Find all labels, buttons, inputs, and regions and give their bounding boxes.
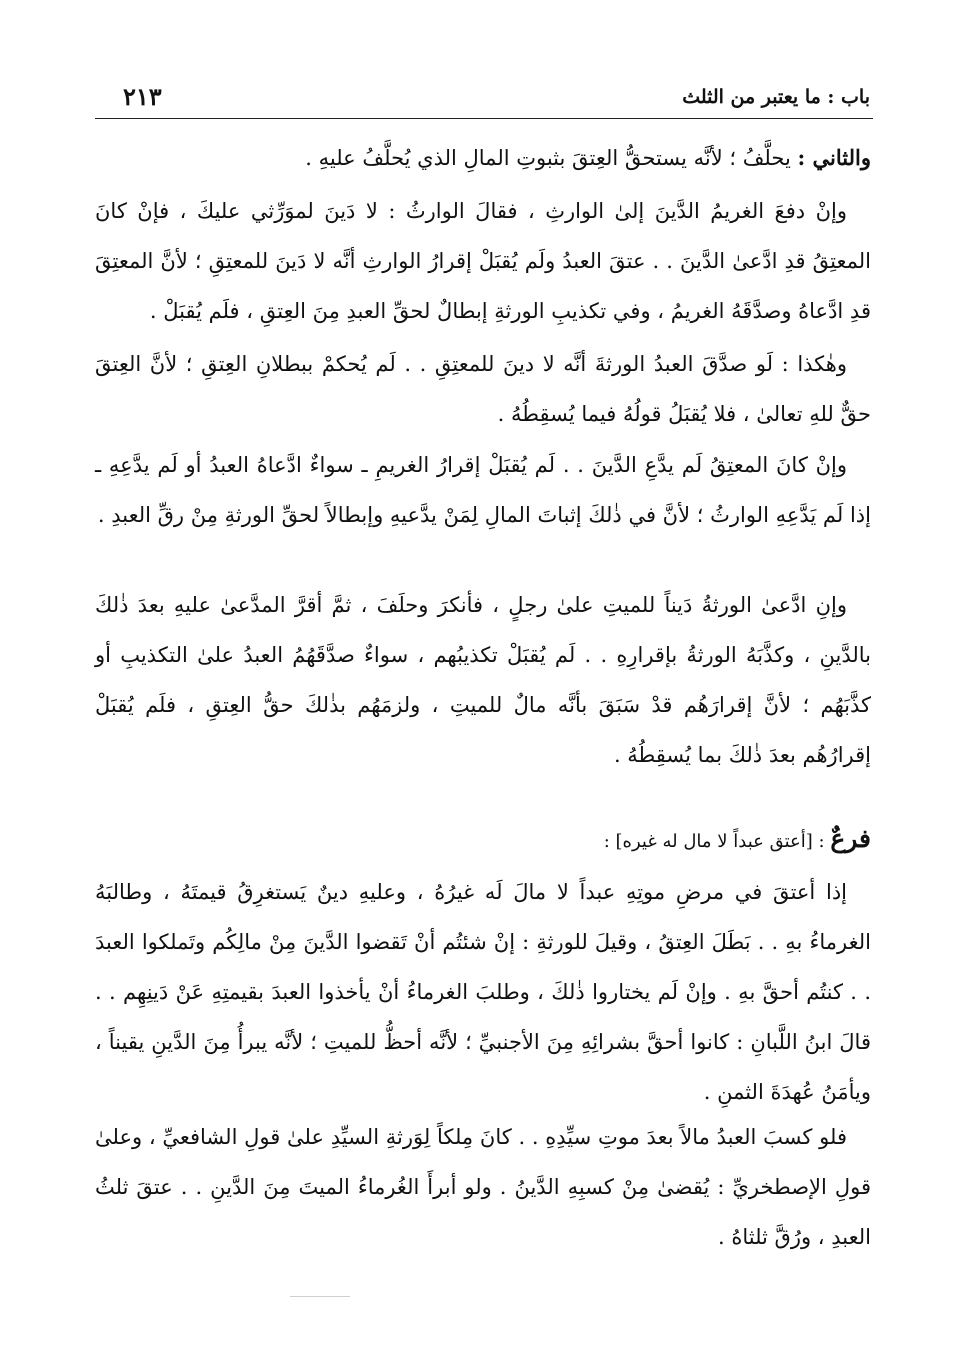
text-block-7 — [95, 1112, 871, 1262]
paragraph-3: وهٰكذا : لَو صدَّقَ العبدُ الورثةَ أنَّه لا دينَ للمعتِقِ . . لَم يُحكمْ ببطلانِ العِتقِ ؛ لأنَّ العِتقَ حقٌّ للهِ تعالىٰ ، فلا يُقبَلُ قولُهُ فيما يُسقِطُهُ . — [95, 352, 871, 426]
text-block-6 — [95, 867, 871, 1117]
paragraph-2: وإنْ دفعَ الغريمُ الدَّينَ إلىٰ الوارثِ ، فقالَ الوارثُ : لا دَينَ لموَرِّثي عليكَ ، فإنْ كانَ المعتِقُ قدِ ادَّعىٰ الدَّينَ . . عتقَ العبدُ ولَم يُقبَلْ إقرارُ الوارثِ أنَّه لا دَينَ للمعتِقِ ؛ لأنَّ المعتِقَ قدِ ادَّعاهُ وصدَّقَهُ الغريمُ ، وفي تكذيبِ الورثةِ إبطالٌ لحقِّ العبدِ مِنَ العِتقِ ، فلَم يُقبَلْ . — [95, 199, 871, 323]
page-header — [95, 82, 870, 116]
text-block-2 — [95, 186, 871, 336]
paragraph-6: إذا أعتقَ في مرضِ موتِهِ عبداً لا مالَ لَه غيرُهُ ، وعليهِ دينٌ يَستغرِقُ قيمتَهُ ، وطالبَهُ الغرماءُ بهِ . . بَطَلَ العِتقُ ، وقيلَ للورثةِ : إنْ شئتُم أنْ تَقضوا الدَّينَ مِنْ مالِكُم وتَملكوا العبدَ . . كنتُم أحقَّ بهِ . وإنْ لَم يختاروا ذٰلكَ ، وطلبَ الغرماءُ أنْ يأخذوا العبدَ بقيمتِهِ عَنْ دَينِهِم . . قالَ ابنُ اللَّبانِ : كانوا أحقَّ بشرائِهِ مِنَ الأجنبيِّ ؛ لأنَّه أحظُّ للميتِ ؛ لأنَّه يبرأُ مِنَ الدَّينِ يقيناً ، ويأمَنُ عُهدَةَ الثمنِ . — [95, 880, 871, 1104]
text-block-3 — [95, 339, 871, 439]
paragraph-7: فلو كسبَ العبدُ مالاً بعدَ موتِ سيِّدِهِ . . كانَ مِلكاً لِوَرثةِ السيِّدِ علىٰ قولِ الشافعيِّ ، وعلىٰ قولِ الإصطخريِّ : يُقضىٰ مِنْ كسبِهِ الدَّينُ . ولو أبرأَ الغُرماءُ الميتَ مِنَ الدَّينِ . . عتقَ ثلثُ العبدِ ، ورُقَّ ثلثاهُ . — [95, 1125, 871, 1249]
text-block-1 — [95, 133, 871, 183]
far-heading-line — [95, 814, 871, 867]
far-label: فرعٌ — [830, 824, 871, 853]
text-block-5 — [95, 580, 871, 780]
paragraph-5: وإنِ ادَّعىٰ الورثةُ دَيناً للميتِ علىٰ رجلٍ ، فأنكرَ وحلَفَ ، ثمَّ أقرَّ المدَّعىٰ عليهِ بعدَ ذٰلكَ بالدَّينِ ، وكذَّبَهُ الورثةُ بإقرارِهِ . . لَم يُقبَلْ تكذيبُهم ، سواءٌ صدَّقَهُمُ العبدُ علىٰ التكذيبِ أو كذَّبَهُم ؛ لأنَّ إقرارَهُم قدْ سَبَقَ بأنَّه مالٌ للميتِ ، ولزمَهُم بذٰلكَ حقُّ العِتقِ ، فلَم يُقبَلْ إقرارُهُم بعدَ ذٰلكَ بما يُسقِطُهُ . — [95, 593, 871, 767]
footer-mark — [290, 1296, 350, 1297]
far-heading — [95, 814, 871, 867]
page-number: ٢١٣ — [123, 82, 162, 111]
running-title: باب : ما يعتبر من الثلث — [682, 86, 870, 108]
far-title: : [أعتق عبداً لا مال له غيره] : — [603, 831, 831, 852]
header-rule — [95, 118, 873, 119]
paragraph-text: يحلَّفُ ؛ لأنَّه يستحقُّ العِتقَ بثبوتِ المالِ الذي يُحلَّفُ عليهِ . — [305, 146, 798, 170]
paragraph-1 — [95, 133, 871, 183]
text-block-4 — [95, 440, 871, 540]
paragraph-lead: والثاني : — [797, 145, 871, 170]
paragraph-4: وإنْ كانَ المعتِقُ لَم يدَّعِ الدَّينَ . . لَم يُقبَلْ إقرارُ الغريمِ ـ سواءٌ ادَّعاهُ العبدُ أو لَم يدَّعِهِ ـ إذا لَم يَدَّعِهِ الوارثُ ؛ لأنَّ في ذٰلكَ إثباتَ المالِ لِمَنْ يدَّعيهِ وإبطالاً لحقِّ الورثةِ مِنْ رقِّ العبدِ . — [95, 453, 871, 527]
